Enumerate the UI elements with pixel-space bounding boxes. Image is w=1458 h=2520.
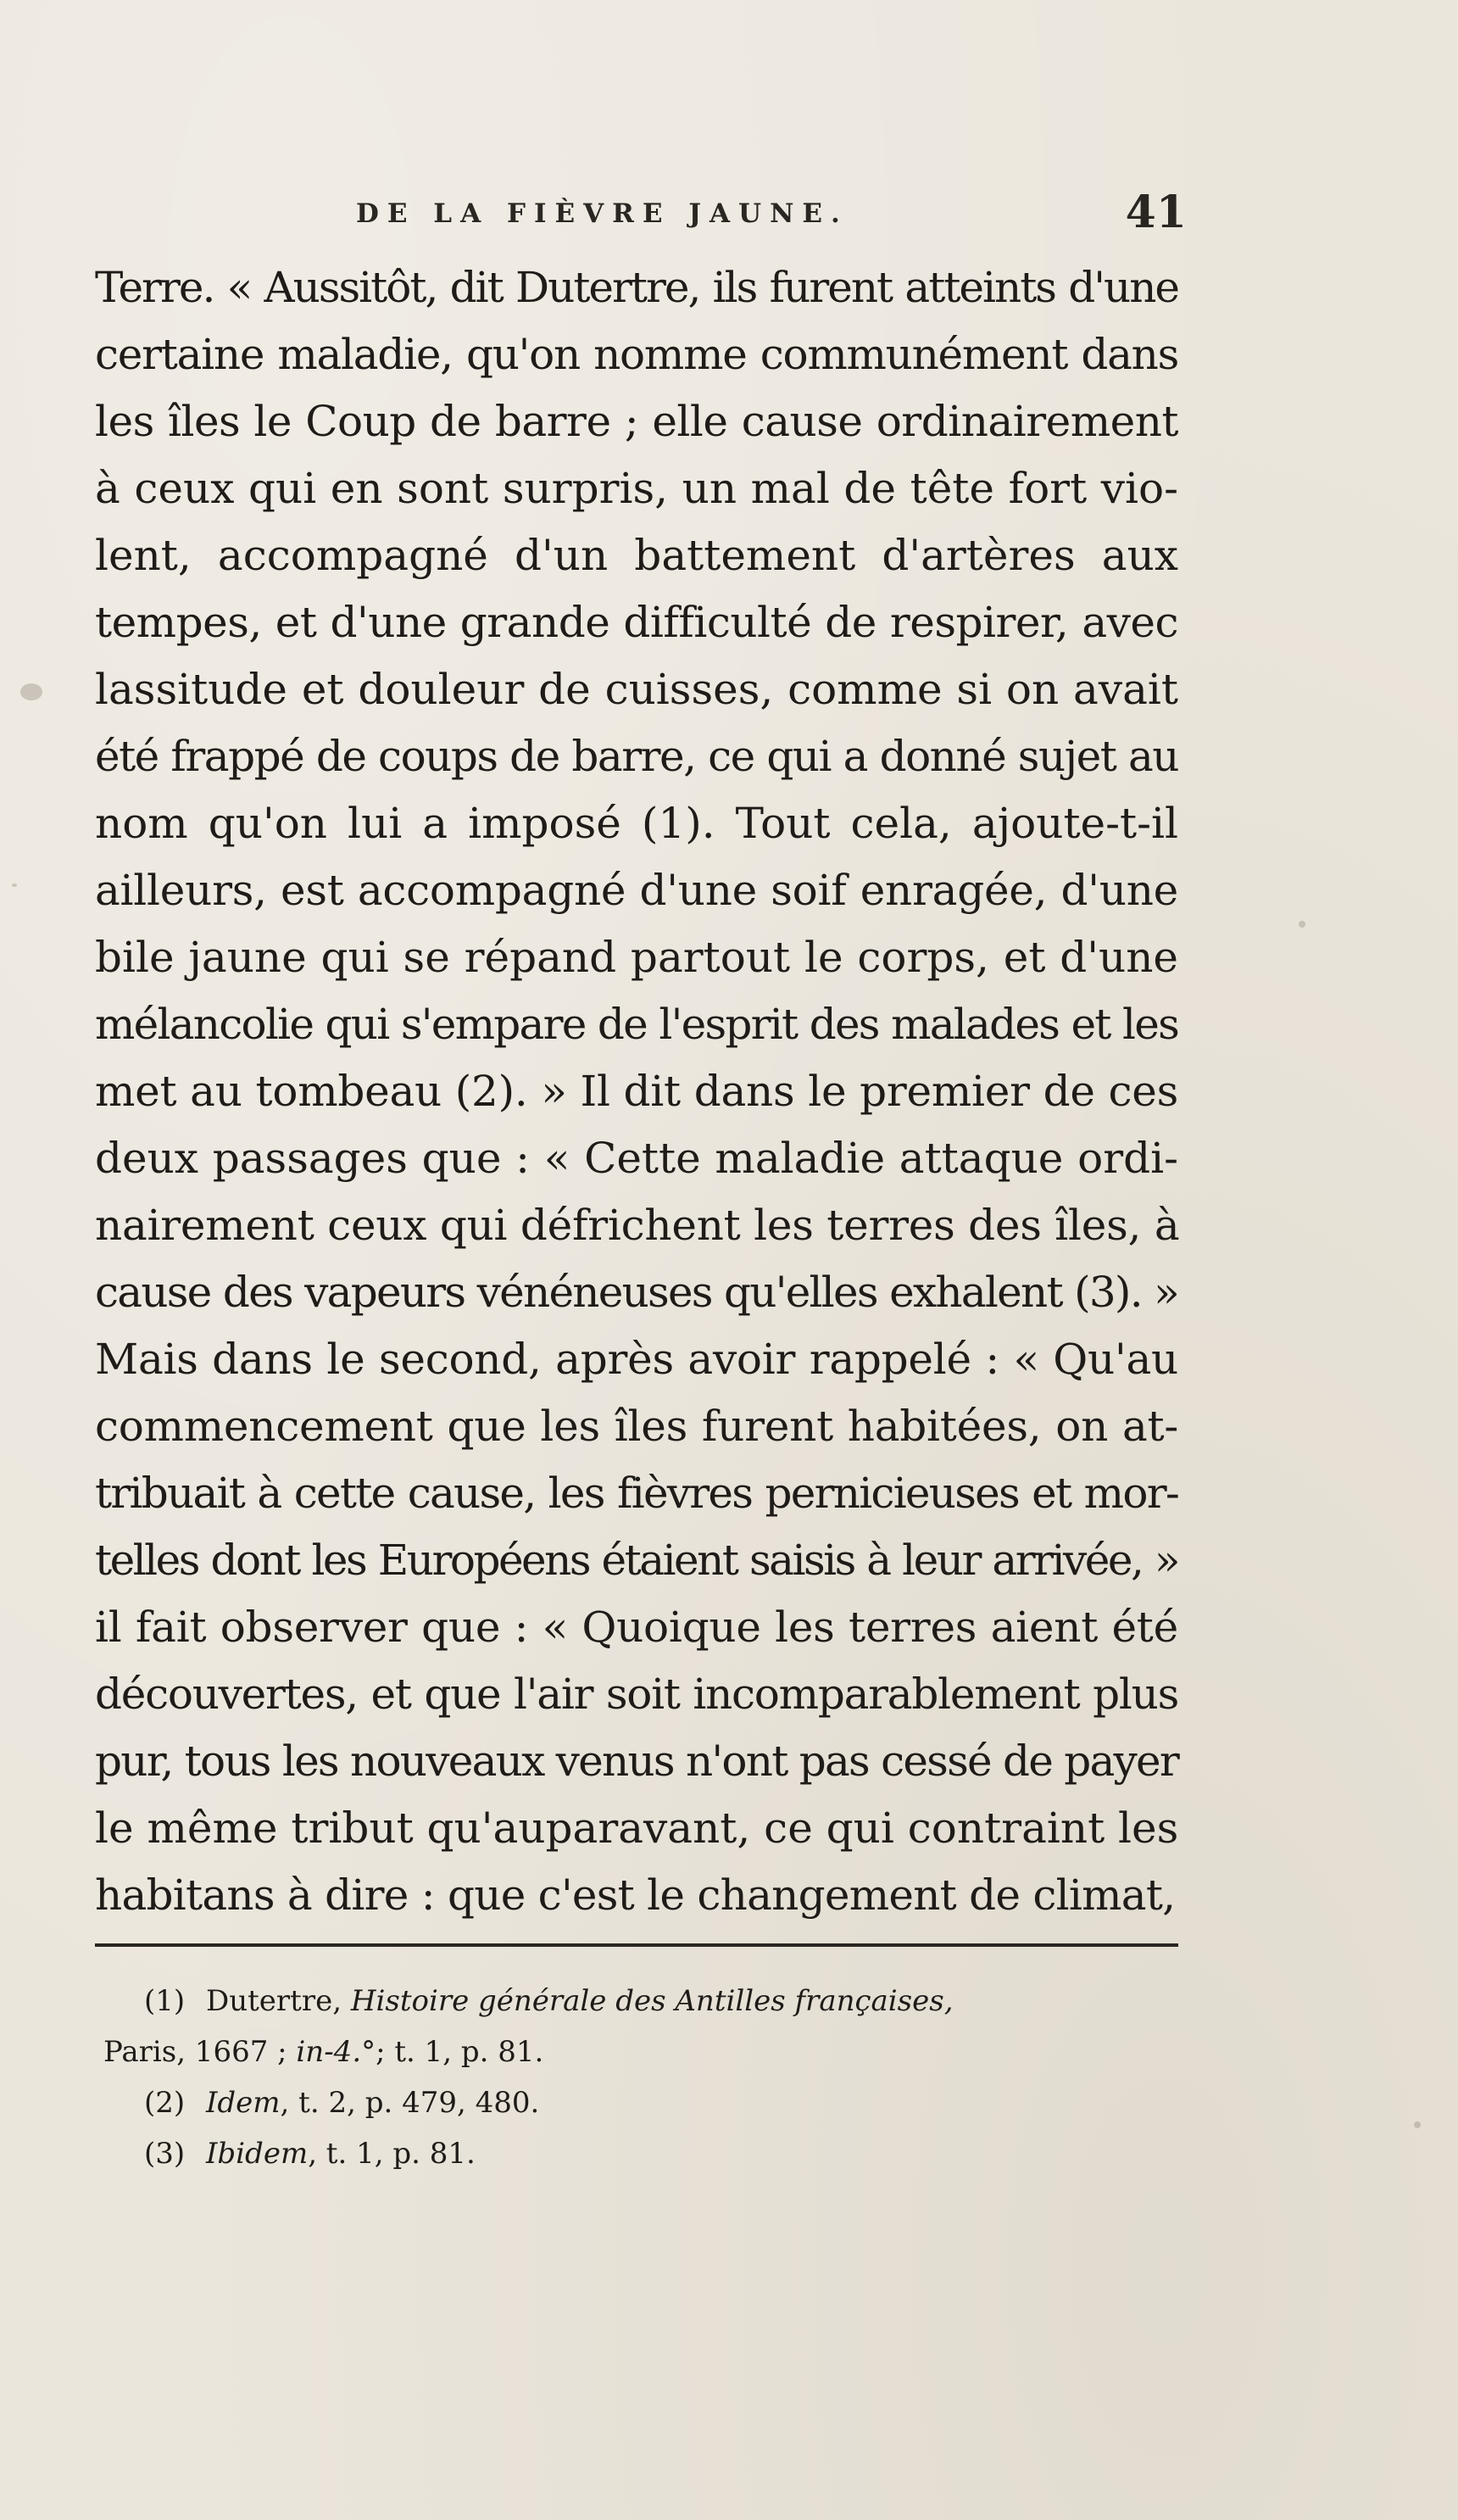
- text-line: deux passages que : « Cette maladie attaque ordi-: [95, 1134, 1178, 1183]
- text-line: telles dont les Européens étaient saisis à leur arrivée, »: [95, 1536, 1178, 1585]
- footnote-1-continued: [103, 2027, 1204, 2077]
- text-line: lassitude et douleur de cuisses, comme si on avait: [95, 665, 1178, 714]
- text-line: découvertes, et que l'air soit incomparablement plus: [95, 1670, 1178, 1719]
- text-line: tempes, et d'une grande difficulté de respirer, avec: [95, 598, 1178, 647]
- text-line: Mais dans le second, après avoir rappelé : « Qu'au: [95, 1335, 1178, 1384]
- text-line: lent, accompagné d'un battement d'artères aux: [95, 531, 1178, 580]
- footnote-ref: , t. 2, p. 479, 480.: [280, 2086, 540, 2120]
- text-line: mélancolie qui s'empare de l'esprit des malades et les: [95, 1000, 1178, 1049]
- footnote-3: [144, 2128, 1204, 2179]
- text-line: bile jaune qui se répand partout le corps, et d'une: [95, 933, 1178, 982]
- footnote-source: Idem: [205, 2086, 281, 2120]
- text-line: le même tribut qu'auparavant, ce qui contraint les: [95, 1804, 1179, 1853]
- text-line: les îles le Coup de barre ; elle cause ordinairement: [95, 397, 1178, 446]
- paper-spot: [1299, 921, 1305, 928]
- page-header: [356, 187, 1187, 244]
- footnote-format: in-4.°: [296, 2035, 376, 2069]
- paper-spot: [20, 683, 42, 700]
- text-line: à ceux qui en sont surpris, un mal de tête fort vio-: [95, 464, 1178, 513]
- paper-spot: [1414, 2121, 1421, 2128]
- text-line: tribuait à cette cause, les fièvres pernicieuses et mor-: [95, 1469, 1178, 1518]
- text-line: nairement ceux qui défrichent les terres des îles, à: [95, 1201, 1180, 1250]
- text-line: nom qu'on lui a imposé (1). Tout cela, ajoute-t-il: [95, 799, 1178, 848]
- text-line: met au tombeau (2). » Il dit dans le premier de ces: [95, 1067, 1178, 1116]
- text-line: habitans à dire : que c'est le changement de climat,: [95, 1870, 1176, 1920]
- footnote-number: (1): [144, 1984, 186, 2018]
- footnote-number: (2): [144, 2086, 186, 2120]
- footnote-source: Ibidem: [205, 2137, 309, 2171]
- text-line: pur, tous les nouveaux venus n'ont pas cessé de payer: [95, 1737, 1179, 1786]
- text-line: ailleurs, est accompagné d'une soif enragée, d'une: [95, 866, 1178, 915]
- footnote-number: (3): [144, 2137, 186, 2171]
- footnote-1: [144, 1976, 1204, 2027]
- body-text: [95, 254, 1178, 1929]
- text-line: il fait observer que : « Quoique les terres aient été: [95, 1603, 1178, 1652]
- text-line: commencement que les îles furent habitées, on at-: [95, 1402, 1178, 1451]
- text-line: été frappé de coups de barre, ce qui a donné sujet au: [95, 732, 1178, 781]
- footnote-ref: ; t. 1, p. 81.: [376, 2035, 544, 2069]
- text-line: cause des vapeurs vénéneuses qu'elles exhalent (3). »: [95, 1268, 1178, 1317]
- footnote-title: Histoire générale des Antilles françaises,: [350, 1984, 954, 2018]
- running-title: DE LA FIÈVRE JAUNE.: [356, 198, 849, 229]
- footnote-place: Paris, 1667 ;: [103, 2035, 287, 2069]
- footnote-rule: [95, 1943, 1178, 1947]
- footnote-author: Dutertre,: [205, 1984, 342, 2018]
- footnote-ref: , t. 1, p. 81.: [308, 2137, 476, 2171]
- text-line: certaine maladie, qu'on nomme communément dans: [95, 330, 1178, 379]
- footnote-2: [144, 2077, 1204, 2128]
- paper-spot: [12, 884, 17, 887]
- page-number: 41: [1125, 187, 1187, 238]
- text-line: Terre. « Aussitôt, dit Dutertre, ils furent atteints d'une: [95, 263, 1178, 312]
- footnotes: [103, 1976, 1204, 2179]
